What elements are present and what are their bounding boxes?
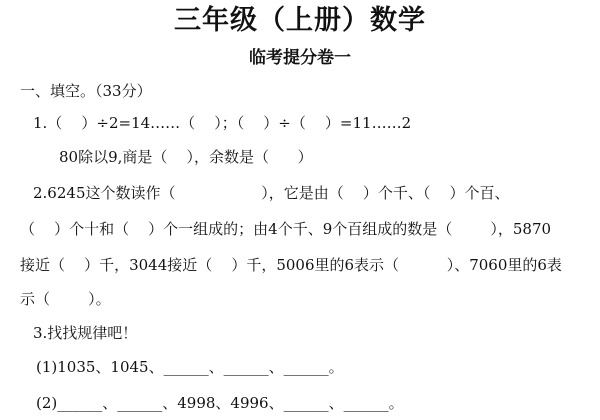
question-3-heading — [33, 322, 137, 344]
question-1-line-1 — [33, 112, 411, 134]
section-heading-text: 一、填空。（33分） — [20, 82, 152, 100]
question-2-line-3-text: 接近（ ）千，3044接近（ ）千，5006里的6表示（ ）、7060里的6表 — [20, 256, 562, 274]
page-subtitle: 临考提分卷一 — [249, 48, 351, 68]
question-3-heading-text: 3.找找规律吧！ — [33, 324, 138, 342]
question-3-item-2 — [36, 392, 404, 414]
question-2-line-3 — [20, 254, 562, 276]
question-2-line-2-text: （ ）个十和（ ）个一组成的；由4个千、9个百组成的数是（ ），5870 — [20, 220, 552, 238]
question-2-line-4 — [20, 288, 111, 310]
section-heading — [20, 80, 152, 102]
question-1-line-2-text: 80除以9,商是（ ），余数是（ ） — [59, 148, 313, 166]
question-2-line-4-text: 示（ ）。 — [20, 290, 111, 308]
question-1-line-2 — [59, 146, 313, 168]
question-3-item-1-text: (1)1035、1045、______、______、______。 — [36, 358, 344, 376]
question-2-line-2 — [20, 218, 551, 240]
page-title: 三年级（上册）数学 — [174, 5, 426, 36]
question-3-item-1 — [36, 356, 344, 378]
question-2-line-1-text: 2.6245这个数读作（ ），它是由（ ）个千、（ ）个百、 — [33, 184, 510, 202]
question-2-line-1 — [33, 182, 509, 204]
question-1-line-1-text: 1.（ ）÷2=14……（ ）；（ ）÷（ ）=11……2 — [33, 114, 412, 132]
question-3-item-2-text: (2)______、______、4998、4996、______、______。 — [36, 394, 404, 412]
